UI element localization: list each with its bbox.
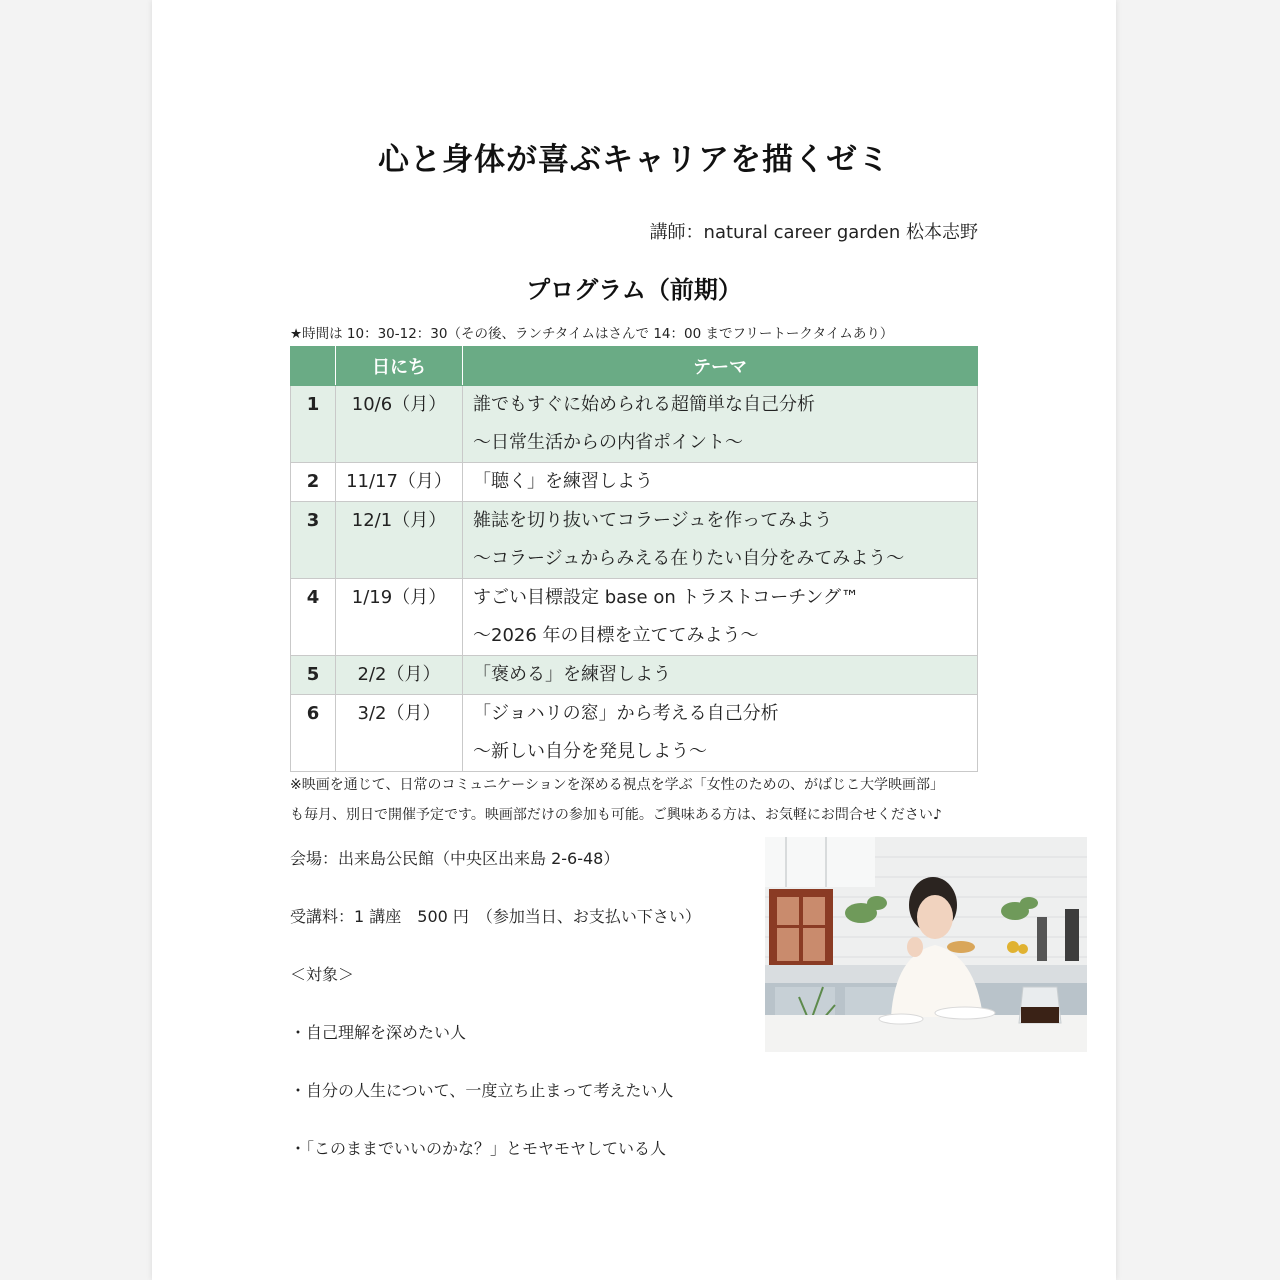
table-row [291, 656, 978, 695]
film-club-note [290, 770, 944, 830]
row-theme: 誰でもすぐに始められる超簡単な自己分析 [473, 394, 815, 415]
row-theme: 「聴く」を練習しよう [473, 471, 653, 492]
note-line: ※映画を通じて、日常のコミュニケーションを深める視点を学ぶ「女性のための、がばじこ大学映画部」 [290, 777, 945, 793]
table-row [291, 695, 978, 772]
note-line: も毎月、別日で開催予定です。映画部だけの参加も可能。ご興味ある方は、お気軽にお問合せください♪ [290, 807, 942, 823]
row-date: 10/6（月） [351, 394, 447, 415]
row-theme: 「ジョハリの窓」から考える自己分析 [473, 703, 779, 724]
row-number: 5 [306, 664, 320, 685]
row-number: 2 [306, 471, 320, 492]
row-theme-sub: ～2026 年の目標を立ててみよう～ [473, 625, 759, 646]
row-number: 4 [306, 587, 320, 608]
header-num [291, 347, 336, 386]
lecturer-line: 講師：natural career garden 松本志野 [649, 222, 978, 243]
table-row [291, 386, 978, 463]
row-theme: 雑誌を切り抜いてコラージュを作ってみよう [473, 510, 833, 531]
venue-line: 会場：出来島公民館（中央区出来島 2-6-48） [290, 849, 620, 868]
target-item: ・自己理解を深めたい人 [290, 1023, 467, 1042]
row-theme-sub: ～日常生活からの内省ポイント～ [473, 432, 743, 453]
row-date: 2/2（月） [357, 664, 441, 685]
row-theme-sub: ～コラージュからみえる在りたい自分をみてみよう～ [473, 548, 905, 569]
row-theme: 「褒める」を練習しよう [473, 664, 671, 685]
table-row [291, 502, 978, 579]
program-title: プログラム（前期） [526, 276, 742, 304]
row-number: 6 [306, 703, 320, 724]
row-number: 1 [306, 394, 320, 415]
row-theme-sub: ～新しい自分を発見しよう～ [473, 741, 707, 762]
row-date: 12/1（月） [351, 510, 447, 531]
row-date: 11/17（月） [346, 471, 452, 492]
table-row [291, 463, 978, 502]
document-page [152, 0, 1116, 1280]
schedule-table [290, 346, 978, 772]
table-row [291, 579, 978, 656]
row-date: 1/19（月） [351, 587, 447, 608]
table-header-row [291, 347, 978, 386]
header-date: 日にち [336, 347, 463, 386]
row-number: 3 [306, 510, 320, 531]
time-note: ★時間は 10：30-12：30（その後、ランチタイムはさんで 14：00 までフリートークタイムあり） [290, 326, 894, 342]
target-heading: ＜対象＞ [290, 965, 355, 984]
page-title: 心と身体が喜ぶキャリアを描くゼミ [378, 142, 890, 178]
kitchen-photo-illustration [765, 837, 1087, 1052]
instructor-photo [765, 837, 1087, 1052]
header-theme: テーマ [463, 347, 978, 386]
row-theme: すごい目標設定 base on トラストコーチング™ [473, 587, 859, 608]
target-item: ・自分の人生について、一度立ち止まって考えたい人 [290, 1081, 674, 1100]
row-date: 3/2（月） [357, 703, 441, 724]
target-item: ・「このままでいいのかな？」とモヤモヤしている人 [290, 1139, 667, 1158]
fee-line: 受講料：1 講座 500 円 （参加当日、お支払い下さい） [290, 907, 701, 926]
